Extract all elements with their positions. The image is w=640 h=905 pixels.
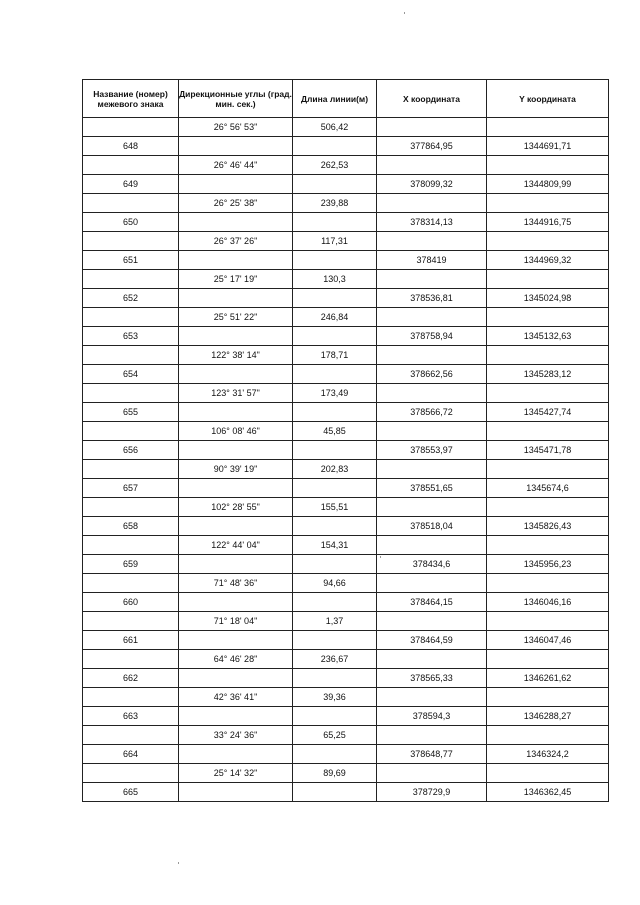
header-line-length: Длина линии(м) bbox=[293, 80, 377, 118]
header-y-coordinate: Y координата bbox=[487, 80, 609, 118]
cell-line-length: 1,37 bbox=[293, 612, 377, 631]
cell-direction-angle: 42° 36' 41" bbox=[179, 688, 293, 707]
table-row bbox=[83, 175, 609, 194]
cell-y-coordinate bbox=[487, 688, 609, 707]
cell-direction-angle: 26° 46' 44" bbox=[179, 156, 293, 175]
table-row bbox=[83, 118, 609, 137]
cell-line-length: 236,67 bbox=[293, 650, 377, 669]
cell-marker-name bbox=[83, 422, 179, 441]
cell-line-length bbox=[293, 137, 377, 156]
cell-x-coordinate bbox=[377, 460, 487, 479]
cell-line-length: 45,85 bbox=[293, 422, 377, 441]
cell-direction-angle bbox=[179, 441, 293, 460]
cell-marker-name bbox=[83, 688, 179, 707]
cell-y-coordinate bbox=[487, 346, 609, 365]
cell-y-coordinate bbox=[487, 118, 609, 137]
cell-x-coordinate bbox=[377, 650, 487, 669]
cell-direction-angle: 122° 44' 04" bbox=[179, 536, 293, 555]
table-row bbox=[83, 384, 609, 403]
cell-line-length bbox=[293, 783, 377, 802]
cell-x-coordinate: 378314,13 bbox=[377, 213, 487, 232]
cell-line-length: 178,71 bbox=[293, 346, 377, 365]
table-row bbox=[83, 612, 609, 631]
cell-direction-angle bbox=[179, 783, 293, 802]
cell-marker-name bbox=[83, 308, 179, 327]
cell-line-length: 130,3 bbox=[293, 270, 377, 289]
cell-line-length bbox=[293, 327, 377, 346]
cell-y-coordinate: 1345471,78 bbox=[487, 441, 609, 460]
cell-line-length: 117,31 bbox=[293, 232, 377, 251]
cell-line-length: 65,25 bbox=[293, 726, 377, 745]
cell-x-coordinate bbox=[377, 764, 487, 783]
cell-y-coordinate bbox=[487, 308, 609, 327]
cell-line-length bbox=[293, 403, 377, 422]
cell-y-coordinate: 1346047,46 bbox=[487, 631, 609, 650]
cell-marker-name bbox=[83, 612, 179, 631]
cell-marker-name bbox=[83, 156, 179, 175]
cell-y-coordinate bbox=[487, 384, 609, 403]
cell-marker-name bbox=[83, 346, 179, 365]
table-row bbox=[83, 517, 609, 536]
table-row bbox=[83, 365, 609, 384]
cell-marker-name: 650 bbox=[83, 213, 179, 232]
header-x-coordinate: X координата bbox=[377, 80, 487, 118]
cell-line-length bbox=[293, 175, 377, 194]
cell-marker-name bbox=[83, 574, 179, 593]
table-row bbox=[83, 441, 609, 460]
cell-x-coordinate bbox=[377, 346, 487, 365]
cell-x-coordinate: 378662,56 bbox=[377, 365, 487, 384]
cell-marker-name: 652 bbox=[83, 289, 179, 308]
cell-x-coordinate bbox=[377, 536, 487, 555]
cell-x-coordinate: 378464,59 bbox=[377, 631, 487, 650]
cell-direction-angle: 33° 24' 36" bbox=[179, 726, 293, 745]
table-row bbox=[83, 631, 609, 650]
cell-marker-name bbox=[83, 232, 179, 251]
cell-line-length: 246,84 bbox=[293, 308, 377, 327]
table-row bbox=[83, 726, 609, 745]
table-row bbox=[83, 422, 609, 441]
cell-direction-angle: 71° 48' 36" bbox=[179, 574, 293, 593]
cell-y-coordinate: 1345283,12 bbox=[487, 365, 609, 384]
cell-direction-angle: 122° 38' 14" bbox=[179, 346, 293, 365]
cell-x-coordinate: 378099,32 bbox=[377, 175, 487, 194]
cell-marker-name: 649 bbox=[83, 175, 179, 194]
cell-direction-angle: 26° 37' 26" bbox=[179, 232, 293, 251]
cell-marker-name: 660 bbox=[83, 593, 179, 612]
cell-y-coordinate: 1345674,6 bbox=[487, 479, 609, 498]
table-row bbox=[83, 289, 609, 308]
cell-y-coordinate bbox=[487, 194, 609, 213]
cell-direction-angle: 25° 14' 32" bbox=[179, 764, 293, 783]
table-row bbox=[83, 156, 609, 175]
cell-x-coordinate: 378434,6 bbox=[377, 555, 487, 574]
table-row bbox=[83, 593, 609, 612]
cell-line-length: 89,69 bbox=[293, 764, 377, 783]
cell-y-coordinate bbox=[487, 156, 609, 175]
cell-marker-name bbox=[83, 118, 179, 137]
cell-line-length bbox=[293, 745, 377, 764]
table-row bbox=[83, 137, 609, 156]
table-row bbox=[83, 669, 609, 688]
scan-speck bbox=[404, 12, 405, 14]
cell-line-length: 262,53 bbox=[293, 156, 377, 175]
cell-y-coordinate bbox=[487, 460, 609, 479]
cell-direction-angle: 71° 18' 04" bbox=[179, 612, 293, 631]
cell-x-coordinate: 378729,9 bbox=[377, 783, 487, 802]
cell-marker-name bbox=[83, 384, 179, 403]
cell-y-coordinate bbox=[487, 232, 609, 251]
cell-x-coordinate: 378536,81 bbox=[377, 289, 487, 308]
table-row bbox=[83, 460, 609, 479]
cell-direction-angle: 26° 25' 38" bbox=[179, 194, 293, 213]
cell-line-length bbox=[293, 555, 377, 574]
cell-y-coordinate: 1345956,23 bbox=[487, 555, 609, 574]
cell-marker-name: 651 bbox=[83, 251, 179, 270]
cell-direction-angle bbox=[179, 213, 293, 232]
cell-marker-name bbox=[83, 650, 179, 669]
table-body bbox=[83, 118, 609, 802]
cell-x-coordinate: 378553,97 bbox=[377, 441, 487, 460]
cell-direction-angle: 123° 31' 57" bbox=[179, 384, 293, 403]
cell-direction-angle bbox=[179, 251, 293, 270]
cell-marker-name: 664 bbox=[83, 745, 179, 764]
table-row bbox=[83, 707, 609, 726]
scan-speck bbox=[178, 862, 179, 864]
cell-y-coordinate: 1345826,43 bbox=[487, 517, 609, 536]
cell-marker-name bbox=[83, 536, 179, 555]
cell-direction-angle bbox=[179, 175, 293, 194]
boundary-coordinates-table bbox=[82, 79, 609, 802]
cell-x-coordinate bbox=[377, 688, 487, 707]
cell-y-coordinate: 1344691,71 bbox=[487, 137, 609, 156]
cell-marker-name: 662 bbox=[83, 669, 179, 688]
cell-y-coordinate: 1344969,32 bbox=[487, 251, 609, 270]
cell-x-coordinate bbox=[377, 612, 487, 631]
cell-direction-angle: 106° 08' 46" bbox=[179, 422, 293, 441]
cell-line-length: 506,42 bbox=[293, 118, 377, 137]
cell-marker-name: 663 bbox=[83, 707, 179, 726]
cell-line-length: 202,83 bbox=[293, 460, 377, 479]
cell-line-length bbox=[293, 251, 377, 270]
cell-x-coordinate: 378419 bbox=[377, 251, 487, 270]
table-row bbox=[83, 403, 609, 422]
cell-marker-name: 657 bbox=[83, 479, 179, 498]
cell-y-coordinate bbox=[487, 536, 609, 555]
cell-direction-angle bbox=[179, 707, 293, 726]
cell-direction-angle: 25° 51' 22" bbox=[179, 308, 293, 327]
cell-x-coordinate: 378566,72 bbox=[377, 403, 487, 422]
cell-direction-angle bbox=[179, 137, 293, 156]
cell-direction-angle: 64° 46' 28" bbox=[179, 650, 293, 669]
cell-marker-name: 654 bbox=[83, 365, 179, 384]
cell-y-coordinate: 1344809,99 bbox=[487, 175, 609, 194]
table-row bbox=[83, 783, 609, 802]
cell-direction-angle: 25° 17' 19" bbox=[179, 270, 293, 289]
cell-direction-angle bbox=[179, 631, 293, 650]
cell-x-coordinate bbox=[377, 270, 487, 289]
cell-y-coordinate: 1346261,62 bbox=[487, 669, 609, 688]
cell-x-coordinate bbox=[377, 384, 487, 403]
table-row bbox=[83, 251, 609, 270]
table-row bbox=[83, 194, 609, 213]
cell-y-coordinate: 1345024,98 bbox=[487, 289, 609, 308]
scan-speck bbox=[380, 556, 381, 558]
cell-marker-name bbox=[83, 194, 179, 213]
cell-direction-angle bbox=[179, 517, 293, 536]
table-row bbox=[83, 308, 609, 327]
cell-y-coordinate bbox=[487, 612, 609, 631]
cell-x-coordinate bbox=[377, 726, 487, 745]
cell-line-length: 239,88 bbox=[293, 194, 377, 213]
table-row bbox=[83, 498, 609, 517]
table-row bbox=[83, 213, 609, 232]
cell-marker-name bbox=[83, 460, 179, 479]
cell-x-coordinate bbox=[377, 308, 487, 327]
cell-line-length bbox=[293, 593, 377, 612]
cell-x-coordinate bbox=[377, 118, 487, 137]
table-row bbox=[83, 688, 609, 707]
cell-line-length bbox=[293, 631, 377, 650]
table-header-row bbox=[83, 80, 609, 118]
cell-line-length: 39,36 bbox=[293, 688, 377, 707]
cell-direction-angle bbox=[179, 365, 293, 384]
cell-direction-angle bbox=[179, 403, 293, 422]
cell-direction-angle bbox=[179, 669, 293, 688]
cell-y-coordinate bbox=[487, 422, 609, 441]
cell-direction-angle bbox=[179, 593, 293, 612]
cell-x-coordinate: 378565,33 bbox=[377, 669, 487, 688]
cell-line-length bbox=[293, 517, 377, 536]
cell-y-coordinate bbox=[487, 650, 609, 669]
cell-line-length bbox=[293, 441, 377, 460]
header-marker-name: Название (номер) межевого знака bbox=[83, 80, 179, 118]
cell-x-coordinate bbox=[377, 574, 487, 593]
cell-marker-name: 655 bbox=[83, 403, 179, 422]
cell-y-coordinate: 1346046,16 bbox=[487, 593, 609, 612]
cell-direction-angle bbox=[179, 745, 293, 764]
cell-line-length bbox=[293, 289, 377, 308]
header-direction-angle: Дирекционные углы (град. мин. сек.) bbox=[179, 80, 293, 118]
cell-marker-name bbox=[83, 764, 179, 783]
cell-y-coordinate: 1346362,45 bbox=[487, 783, 609, 802]
cell-y-coordinate: 1345427,74 bbox=[487, 403, 609, 422]
cell-y-coordinate bbox=[487, 574, 609, 593]
cell-line-length bbox=[293, 669, 377, 688]
cell-x-coordinate: 378551,65 bbox=[377, 479, 487, 498]
cell-x-coordinate: 378648,77 bbox=[377, 745, 487, 764]
cell-x-coordinate: 378594,3 bbox=[377, 707, 487, 726]
table-row bbox=[83, 232, 609, 251]
table-row bbox=[83, 555, 609, 574]
cell-marker-name bbox=[83, 498, 179, 517]
cell-y-coordinate bbox=[487, 270, 609, 289]
cell-direction-angle: 90° 39' 19" bbox=[179, 460, 293, 479]
cell-x-coordinate bbox=[377, 232, 487, 251]
cell-direction-angle bbox=[179, 555, 293, 574]
cell-y-coordinate bbox=[487, 764, 609, 783]
cell-direction-angle: 102° 28' 55" bbox=[179, 498, 293, 517]
table-row bbox=[83, 574, 609, 593]
cell-y-coordinate: 1344916,75 bbox=[487, 213, 609, 232]
table-row bbox=[83, 650, 609, 669]
cell-marker-name bbox=[83, 726, 179, 745]
cell-marker-name: 656 bbox=[83, 441, 179, 460]
table-row bbox=[83, 745, 609, 764]
cell-y-coordinate: 1346324,2 bbox=[487, 745, 609, 764]
table-row bbox=[83, 346, 609, 365]
cell-x-coordinate bbox=[377, 498, 487, 517]
cell-direction-angle: 26° 56' 53" bbox=[179, 118, 293, 137]
cell-marker-name: 653 bbox=[83, 327, 179, 346]
cell-x-coordinate: 378464,15 bbox=[377, 593, 487, 612]
cell-line-length bbox=[293, 479, 377, 498]
cell-x-coordinate bbox=[377, 422, 487, 441]
cell-marker-name bbox=[83, 270, 179, 289]
cell-marker-name: 659 bbox=[83, 555, 179, 574]
cell-direction-angle bbox=[179, 289, 293, 308]
table-row bbox=[83, 270, 609, 289]
cell-x-coordinate: 378758,94 bbox=[377, 327, 487, 346]
cell-line-length: 155,51 bbox=[293, 498, 377, 517]
cell-marker-name: 665 bbox=[83, 783, 179, 802]
cell-x-coordinate bbox=[377, 156, 487, 175]
cell-y-coordinate: 1345132,63 bbox=[487, 327, 609, 346]
cell-line-length bbox=[293, 707, 377, 726]
cell-y-coordinate: 1346288,27 bbox=[487, 707, 609, 726]
cell-line-length bbox=[293, 213, 377, 232]
cell-marker-name: 658 bbox=[83, 517, 179, 536]
table-row bbox=[83, 327, 609, 346]
cell-direction-angle bbox=[179, 479, 293, 498]
cell-line-length: 94,66 bbox=[293, 574, 377, 593]
cell-line-length bbox=[293, 365, 377, 384]
table-row bbox=[83, 764, 609, 783]
cell-x-coordinate bbox=[377, 194, 487, 213]
cell-marker-name: 661 bbox=[83, 631, 179, 650]
cell-y-coordinate bbox=[487, 726, 609, 745]
table-row bbox=[83, 536, 609, 555]
cell-y-coordinate bbox=[487, 498, 609, 517]
table-row bbox=[83, 479, 609, 498]
cell-line-length: 154,31 bbox=[293, 536, 377, 555]
cell-marker-name: 648 bbox=[83, 137, 179, 156]
cell-direction-angle bbox=[179, 327, 293, 346]
cell-x-coordinate: 378518,04 bbox=[377, 517, 487, 536]
cell-x-coordinate: 377864,95 bbox=[377, 137, 487, 156]
cell-line-length: 173,49 bbox=[293, 384, 377, 403]
